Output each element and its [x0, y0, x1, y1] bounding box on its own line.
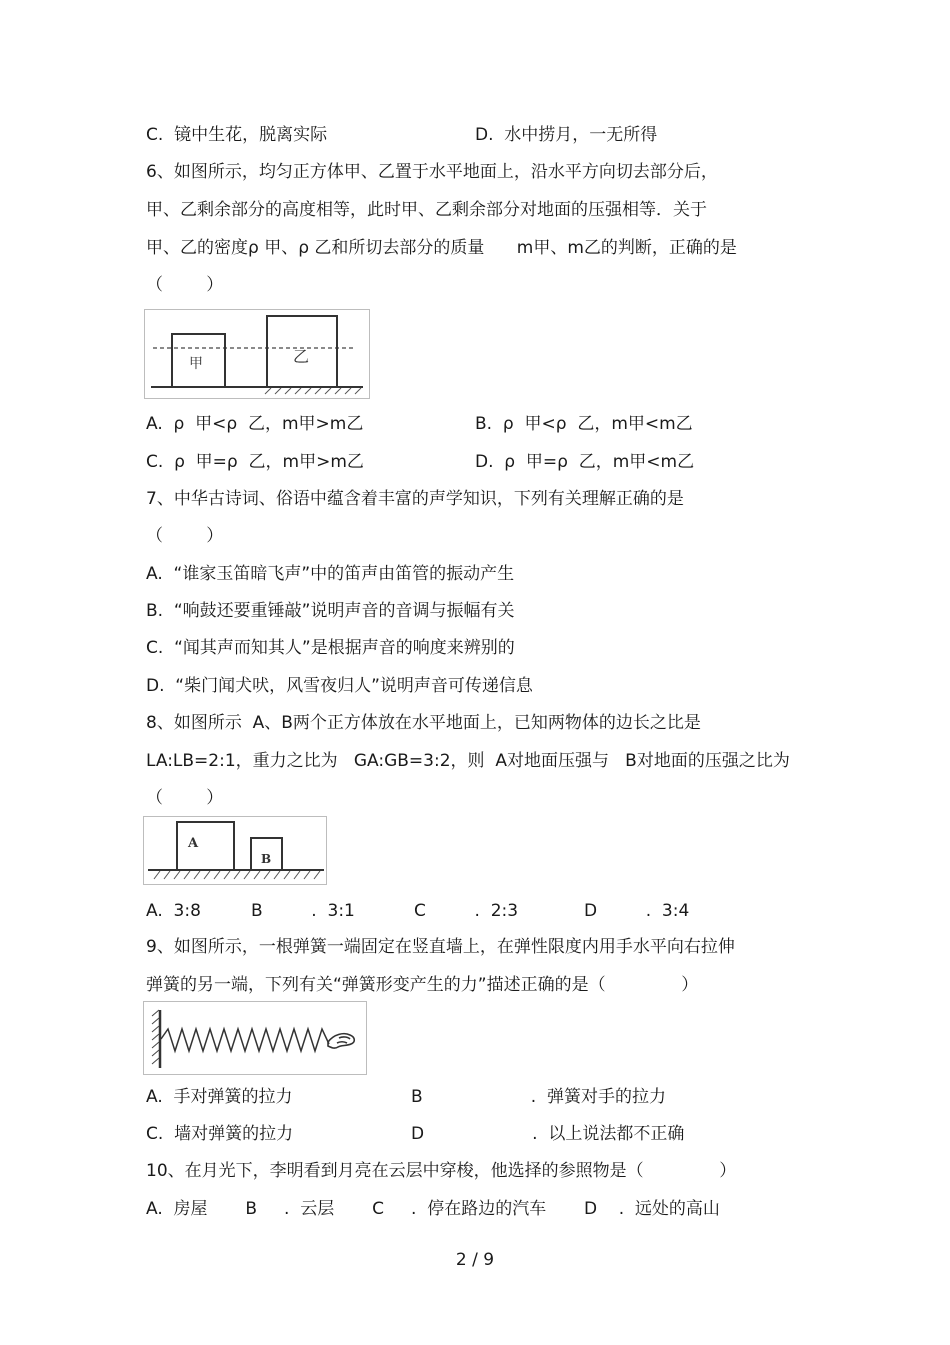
q6-option-c: C. ρ 甲=ρ 乙，m甲>m乙	[146, 452, 364, 472]
q8-figure-label-a: A	[188, 836, 199, 851]
page-number: 2 / 9	[455, 1250, 495, 1270]
q7-option-a: A. “谁家玉笛暗飞声”中的笛声由笛管的振动产生	[146, 564, 515, 584]
q7-option-c: C. “闻其声而知其人”是根据声音的响度来辨别的	[146, 638, 515, 658]
q8-stem-line-3: （ ）	[146, 788, 224, 808]
q9-stem-line-1: 9、如图所示，一根弹簧一端固定在竖直墙上，在弹性限度内用手水平向右拉伸	[146, 937, 735, 957]
q9-option-d: D . 以上说法都不正确	[411, 1124, 685, 1144]
q6-figure	[144, 309, 370, 399]
q8-figure-label-b: B	[261, 852, 272, 866]
q8-stem-line-2: LA:LB=2:1，重力之比为 GA:GB=3:2，则 A对地面压强与 B对地面的压强之比为	[146, 751, 790, 771]
q5-option-c: C. 镜中生花，脱离实际	[146, 125, 328, 145]
q7-option-b: B. “响鼓还要重锤敲”说明声音的音调与振幅有关	[146, 601, 515, 621]
q9-option-a: A. 手对弹簧的拉力	[146, 1087, 293, 1107]
q6-option-d: D. ρ 甲=ρ 乙，m甲<m乙	[475, 452, 695, 472]
q8-option-c: C . 2:3	[414, 901, 519, 921]
q8-stem-line-1: 8、如图所示 A、B两个正方体放在水平地面上，已知两物体的边长之比是	[146, 713, 701, 733]
q9-stem-line-2: 弹簧的另一端，下列有关“弹簧形变产生的力”描述正确的是（ ）	[146, 975, 699, 995]
q6-stem-line-2: 甲、乙剩余部分的高度相等，此时甲、乙剩余部分对地面的压强相等．关于	[146, 200, 707, 220]
q8-option-a: A. 3:8	[146, 901, 201, 921]
q10-stem: 10、在月光下，李明看到月亮在云层中穿梭，他选择的参照物是（ ）	[146, 1161, 737, 1181]
q6-stem-line-4: （ ）	[146, 275, 224, 295]
q6-stem-line-1: 6、如图所示，均匀正方体甲、乙置于水平地面上，沿水平方向切去部分后，	[146, 162, 718, 182]
q6-option-b: B. ρ 甲<ρ 乙，m甲<m乙	[475, 414, 693, 434]
q8-option-b: B . 3:1	[251, 901, 355, 921]
q6-option-a: A. ρ 甲<ρ 乙，m甲>m乙	[146, 414, 364, 434]
q9-option-c: C. 墙对弹簧的拉力	[146, 1124, 294, 1144]
q6-stem-line-3: 甲、乙的密度ρ 甲、ρ 乙和所切去部分的质量 m甲、m乙的判断，正确的是	[146, 238, 737, 258]
q10-options: A. 房屋 B . 云层 C . 停在路边的汽车 D . 远处的高山	[146, 1199, 720, 1219]
q5-option-d: D. 水中捞月，一无所得	[475, 125, 658, 145]
q6-figure-label-yi: 乙	[293, 347, 310, 366]
q8-option-d: D . 3:4	[584, 901, 690, 921]
q7-stem-line-1: 7、中华古诗词、俗语中蕴含着丰富的声学知识，下列有关理解正确的是	[146, 489, 684, 509]
q9-figure	[143, 1001, 367, 1075]
q6-figure-label-jia: 甲	[189, 356, 203, 372]
hand-icon	[328, 1034, 354, 1048]
q8-figure	[143, 816, 327, 885]
q7-option-d: D. “柴门闻犬吠，风雪夜归人”说明声音可传递信息	[146, 676, 533, 696]
q7-stem-line-2: （ ）	[146, 526, 224, 546]
q9-option-b: B . 弹簧对手的拉力	[411, 1087, 666, 1107]
